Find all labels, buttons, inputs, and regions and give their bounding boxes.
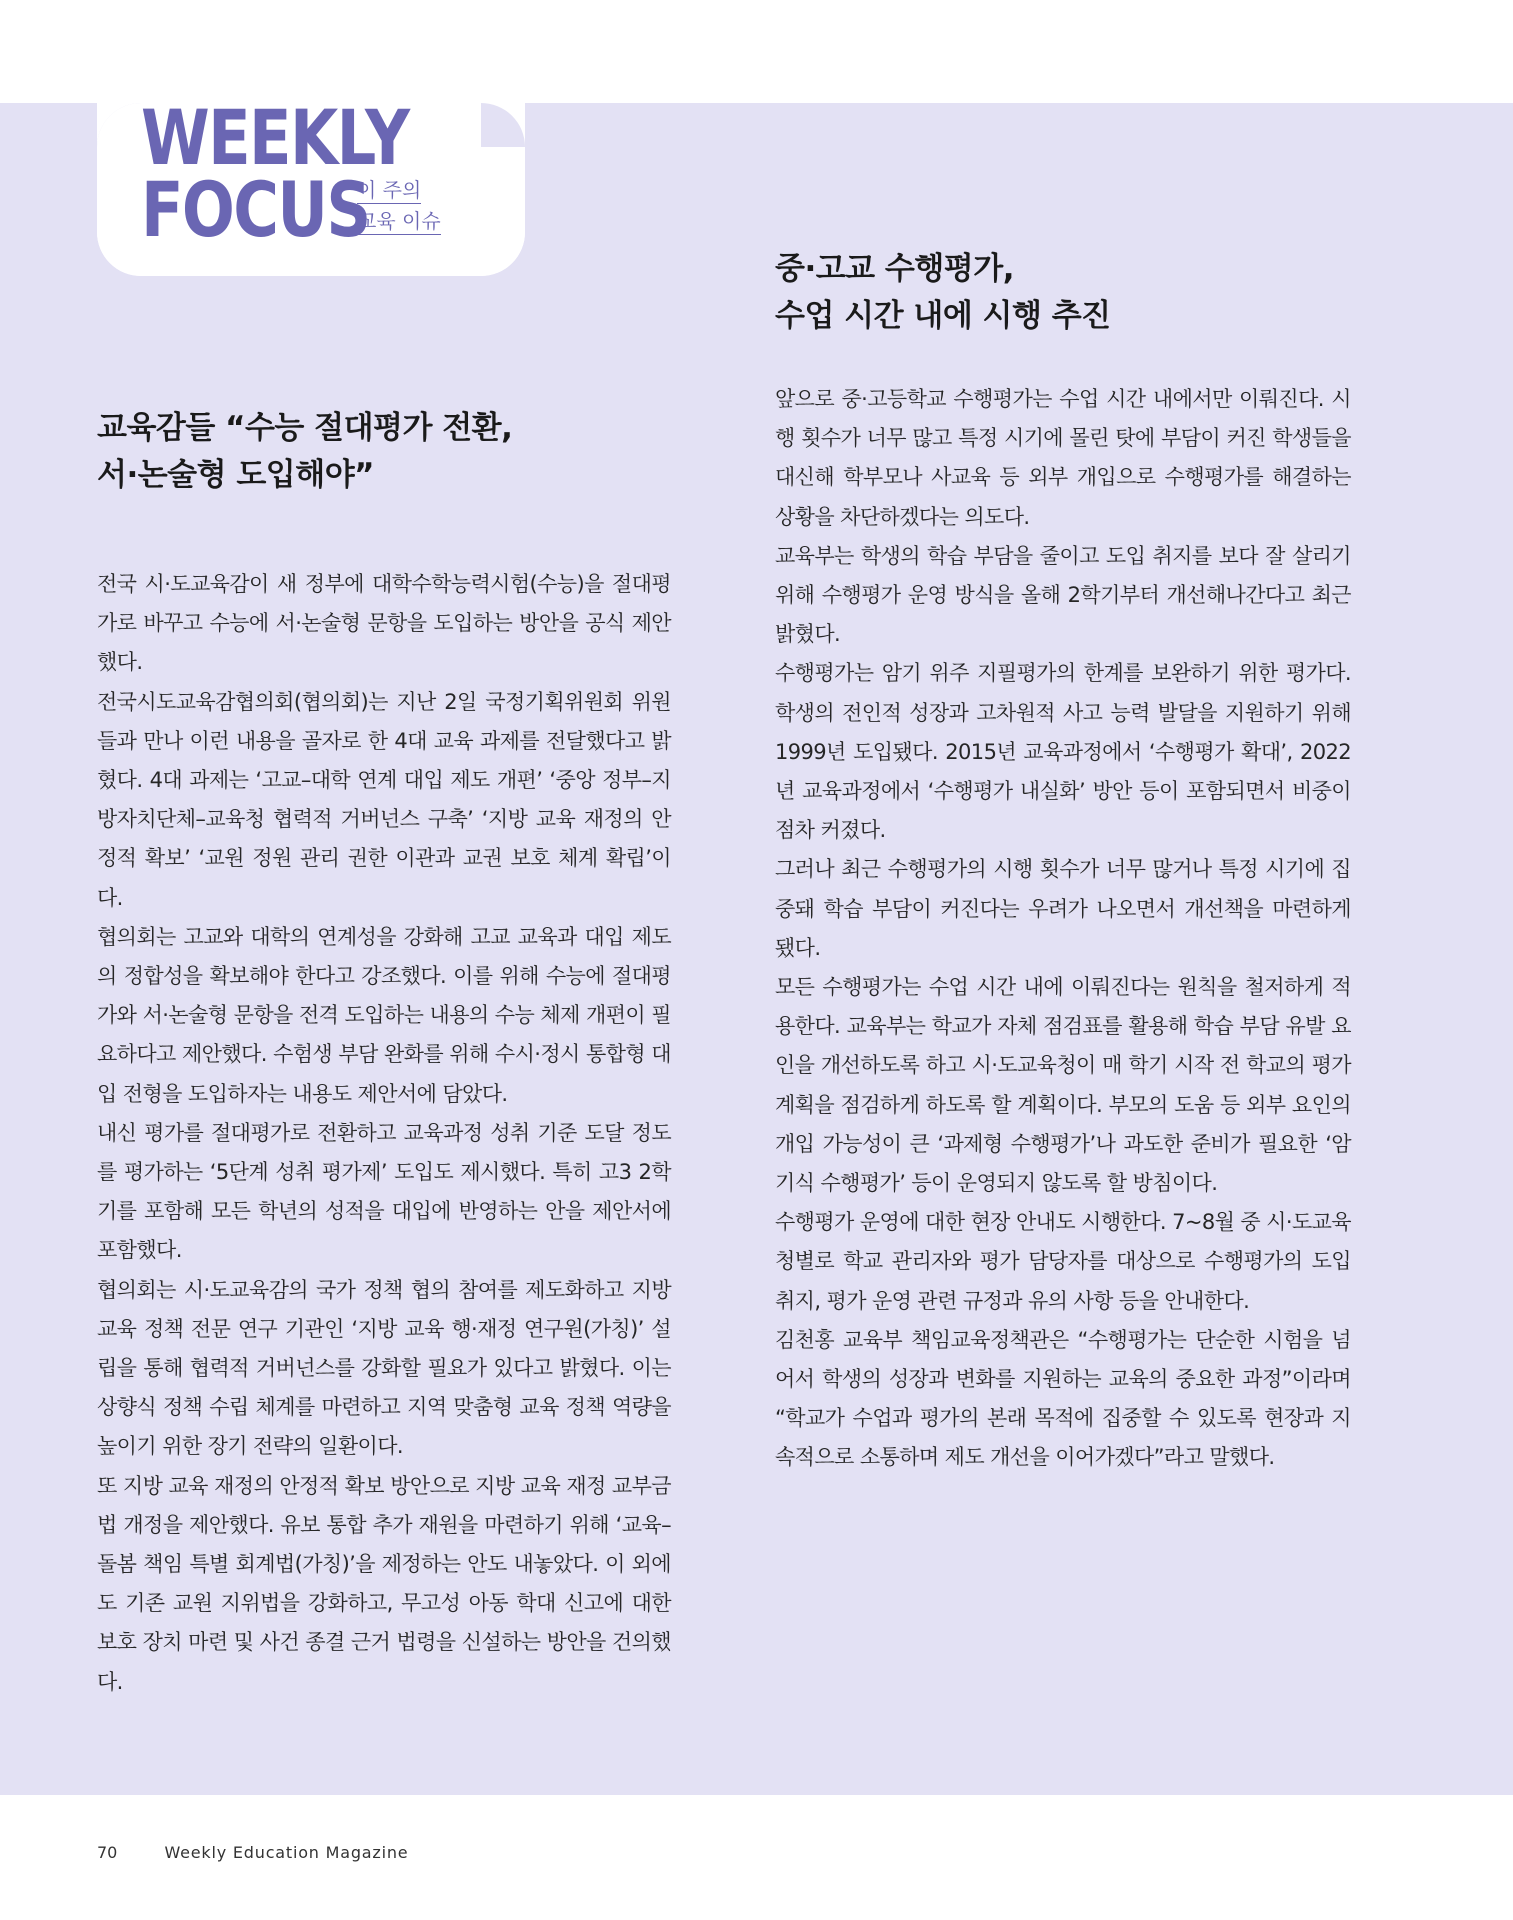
left-article [97,405,671,1702]
left-article-title [97,405,671,499]
page-number: 70 [97,1843,118,1862]
left-title-line-2: 서·논술형 도입해야” [97,457,375,493]
left-paragraph: 내신 평가를 절대평가로 전환하고 교육과정 성취 기준 도달 정도를 평가하는 ‘5단계 성취 평가제’ 도입도 제시했다. 특히 고3 2학기를 포함해 모든 학년의 성적을 대입에 반영하는 안을 제안서에 포함했다. [97,1120,671,1263]
header-sub-2: 교육 이슈 [357,209,441,233]
right-paragraph: 그러나 최근 수행평가의 시행 횟수가 너무 많거나 특정 시기에 집중돼 학습 부담이 커진다는 우려가 나오면서 개선책을 마련하게 됐다. [775,857,1351,960]
right-paragraph: 수행평가는 암기 위주 지필평가의 한계를 보완하기 위한 평가다. 학생의 전인적 성장과 고차원적 사고 능력 발달을 지원하기 위해 1999년 도입됐다. 2015년 교육과정에서 ‘수행평가 확대’, 2022년 교육과정에서 ‘수행평가 내실화’ 방안 등이 포함되면서 비중이 점차 커졌다. [775,661,1351,843]
right-article [775,246,1351,1478]
left-paragraph: 전국시도교육감협의회(협의회)는 지난 2일 국정기획위원회 위원들과 만나 이런 내용을 골자로 한 4대 교육 과제를 전달했다고 밝혔다. 4대 과제는 ‘고교–대학 연계 대입 제도 개편’ ‘중앙 정부–지방자치단체–교육청 협력적 거버넌스 구축’ ‘지방 교육 재정의 안정적 확보’ ‘교원 정원 관리 권한 이관과 교권 보호 체계 확립’이다. [97,689,671,910]
page-footer [97,1843,408,1862]
magazine-name: Weekly Education Magazine [164,1843,409,1862]
right-title-line-2: 수업 시간 내에 시행 추진 [775,298,1111,334]
right-article-body [775,380,1351,1478]
right-paragraph: 수행평가 운영에 대한 현장 안내도 시행한다. 7~8월 중 시·도교육청별로 학교 관리자와 평가 담당자를 대상으로 수행평가의 도입 취지, 평가 운영 관련 규정과 유의 사항 등을 안내한다. [775,1210,1351,1313]
header-focus: FOCUS [141,165,370,254]
header-sub-1: 이 주의 [357,178,422,202]
left-paragraph: 또 지방 교육 재정의 안정적 확보 방안으로 지방 교육 재정 교부금법 개정을 제안했다. 유보 통합 추가 재원을 마련하기 위해 ‘교육–돌봄 책임 특별 회계법(가칭)’을 제정하는 안도 내놓았다. 이 외에도 기존 교원 지위법을 강화하고, 무고성 아동 학대 신고에 대한 보호 장치 마련 및 사건 종결 근거 법령을 신설하는 방안을 건의했다. [97,1473,671,1694]
right-paragraph: 모든 수행평가는 수업 시간 내에 이뤄진다는 원칙을 철저하게 적용한다. 교육부는 학교가 자체 점검표를 활용해 학습 부담 유발 요인을 개선하도록 하고 시·도교육청이 매 학기 시작 전 학교의 평가 계획을 점검하게 하도록 할 계획이다. 부모의 도움 등 외부 요인의 개입 가능성이 큰 ‘과제형 수행평가’나 과도한 준비가 필요한 ‘암기식 수행평가’ 등이 운영되지 않도록 할 방침이다. [775,975,1351,1196]
left-article-body [97,565,671,1702]
right-paragraph: 앞으로 중·고등학교 수행평가는 수업 시간 내에서만 이뤄진다. 시행 횟수가 너무 많고 특정 시기에 몰린 탓에 부담이 커진 학생들을 대신해 학부모나 사교육 등 외부 개입으로 수행평가를 해결하는 상황을 차단하겠다는 의도다. [775,387,1351,529]
right-paragraph: 김천홍 교육부 책임교육정책관은 “수행평가는 단순한 시험을 넘어서 학생의 성장과 변화를 지원하는 교육의 중요한 과정”이라며 “학교가 수업과 평가의 본래 목적에 집중할 수 있도록 현장과 지속적으로 소통하며 제도 개선을 이어가겠다”라고 말했다. [775,1327,1351,1470]
header-weekly: WEEKLY [141,93,409,182]
left-title-line-1: 교육감들 “수능 절대평가 전환, [97,410,513,446]
right-title-line-1: 중·고교 수행평가, [775,251,1014,287]
left-paragraph: 전국 시·도교육감이 새 정부에 대학수학능력시험(수능)을 절대평가로 바꾸고 수능에 서·논술형 문항을 도입하는 방안을 공식 제안했다. [97,572,671,675]
left-paragraph: 협의회는 고교와 대학의 연계성을 강화해 고교 교육과 대입 제도의 정합성을 확보해야 한다고 강조했다. 이를 위해 수능에 절대평가와 서·논술형 문항을 전격 도입하는 내용의 수능 체제 개편이 필요하다고 제안했다. 수험생 부담 완화를 위해 수시·정시 통합형 대입 전형을 도입하자는 내용도 제안서에 담았다. [97,924,671,1106]
right-paragraph: 교육부는 학생의 학습 부담을 줄이고 도입 취지를 보다 잘 살리기 위해 수행평가 운영 방식을 올해 2학기부터 개선해나간다고 최근 밝혔다. [775,543,1351,647]
right-article-title [775,246,1351,340]
left-paragraph: 협의회는 시·도교육감의 국가 정책 협의 참여를 제도화하고 지방 교육 정책 전문 연구 기관인 ‘지방 교육 행·재정 연구원(가칭)’ 설립을 통해 협력적 거버넌스를 강화할 필요가 있다고 밝혔다. 이는 상향식 정책 수립 체계를 마련하고 지역 맞춤형 교육 정책 역량을 높이기 위한 장기 전략의 일환이다. [97,1277,671,1459]
